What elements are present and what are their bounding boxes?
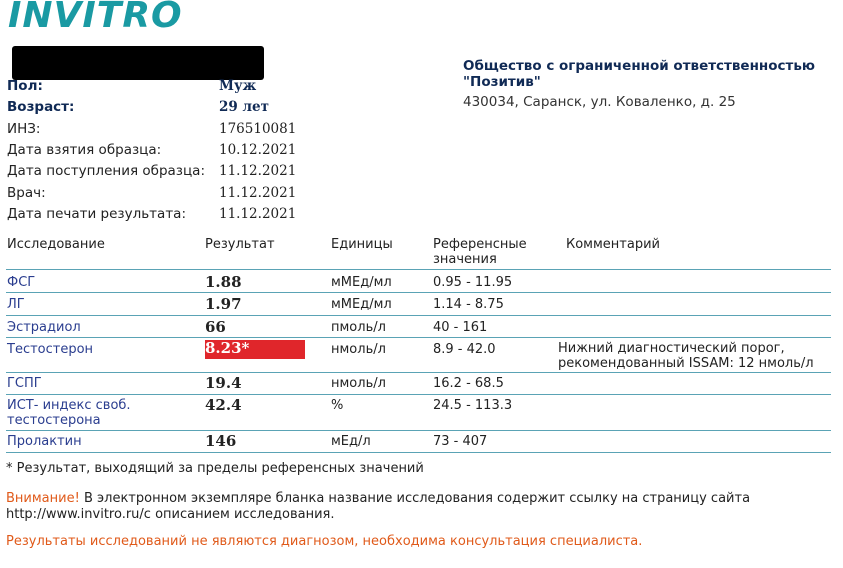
org-name-line2: "Позитив" (463, 74, 541, 90)
ref-prolactin: 73 - 407 (433, 434, 488, 449)
ref-testosterone: 8.9 - 42.0 (433, 342, 496, 357)
units-estradiol: пмоль/л (331, 320, 386, 335)
receipt-date-value: 11.12.2021 (219, 163, 297, 179)
table-divider (6, 372, 831, 373)
table-divider (6, 337, 831, 338)
notice-text-end: с описанием исследования. (143, 507, 335, 522)
result-testosterone-flagged: 8.23* (205, 340, 305, 359)
ref-fsh: 0.95 - 11.95 (433, 275, 513, 290)
units-fai: % (331, 398, 344, 413)
units-lh: мМЕд/мл (331, 297, 392, 312)
org-name-line1: Общество с ограниченной ответственностью (463, 58, 815, 74)
comment-testosterone-line1: Нижний диагностический порог, (558, 341, 785, 356)
notice-line2 (6, 507, 335, 523)
receipt-date-label: Дата поступления образца: (7, 163, 205, 179)
inz-value: 176510081 (219, 121, 297, 137)
table-divider (6, 452, 831, 453)
ref-estradiol: 40 - 161 (433, 320, 488, 335)
result-fsh: 1.88 (205, 273, 242, 291)
sex-label: Пол: (7, 78, 43, 94)
ref-shbg: 16.2 - 68.5 (433, 376, 504, 391)
test-link-lh[interactable]: ЛГ (7, 297, 25, 312)
test-link-prolactin[interactable]: Пролактин (7, 434, 82, 449)
table-divider (6, 269, 831, 270)
test-link-fai-line2[interactable]: тестостерона (7, 413, 101, 428)
header-result: Результат (205, 237, 275, 252)
sample-date-label: Дата взятия образца: (7, 142, 162, 158)
table-divider (6, 292, 831, 293)
units-shbg: нмоль/л (331, 376, 386, 391)
comment-testosterone-line2: рекомендованный ISSAM: 12 нмоль/л (558, 356, 814, 371)
notice-text: В электронном экземпляре бланка название исследования содержит ссылку на страницу сайта (79, 491, 751, 506)
doctor-value: 11.12.2021 (219, 185, 297, 201)
units-fsh: мМЕд/мл (331, 275, 392, 290)
age-value: 29 лет (219, 99, 269, 115)
ref-lh: 1.14 - 8.75 (433, 297, 504, 312)
header-comment: Комментарий (566, 237, 660, 252)
invitro-site-link[interactable]: http://www.invitro.ru/ (6, 507, 144, 522)
header-units: Единицы (331, 237, 393, 252)
result-prolactin: 146 (205, 432, 237, 450)
units-prolactin: мЕд/л (331, 434, 371, 449)
test-link-shbg[interactable]: ГСПГ (7, 376, 42, 391)
header-ref-line2: значения (433, 252, 497, 267)
inz-label: ИНЗ: (7, 121, 41, 137)
org-address: 430034, Саранск, ул. Коваленко, д. 25 (463, 94, 736, 110)
notice-line1 (6, 491, 836, 507)
test-link-testosterone[interactable]: Тестостерон (7, 342, 94, 357)
table-divider (6, 394, 831, 395)
age-label: Возраст: (7, 99, 75, 115)
print-date-value: 11.12.2021 (219, 206, 297, 222)
print-date-label: Дата печати результата: (7, 206, 187, 222)
test-link-estradiol[interactable]: Эстрадиол (7, 320, 81, 335)
doctor-label: Врач: (7, 185, 46, 201)
header-test: Исследование (7, 237, 105, 252)
result-estradiol: 66 (205, 318, 226, 336)
table-divider (6, 315, 831, 316)
test-link-fsh[interactable]: ФСГ (7, 275, 36, 290)
redacted-patient-name (12, 46, 264, 80)
result-fai: 42.4 (205, 396, 242, 414)
disclaimer: Результаты исследований не являются диагнозом, необходима консультация специалиста. (6, 534, 643, 549)
header-ref-line1: Референсные (433, 237, 527, 252)
result-shbg: 19.4 (205, 374, 242, 392)
test-link-fai-line1[interactable]: ИСТ- индекс своб. (7, 398, 131, 413)
invitro-logo: INVITRO (8, 0, 183, 36)
result-lh: 1.97 (205, 295, 242, 313)
warning-label: Внимание! (6, 491, 80, 506)
table-divider (6, 430, 831, 431)
sample-date-value: 10.12.2021 (219, 142, 297, 158)
footnote: * Результат, выходящий за пределы референсных значений (6, 461, 424, 476)
units-testosterone: нмоль/л (331, 342, 386, 357)
ref-fai: 24.5 - 113.3 (433, 398, 513, 413)
sex-value: Муж (219, 78, 257, 94)
